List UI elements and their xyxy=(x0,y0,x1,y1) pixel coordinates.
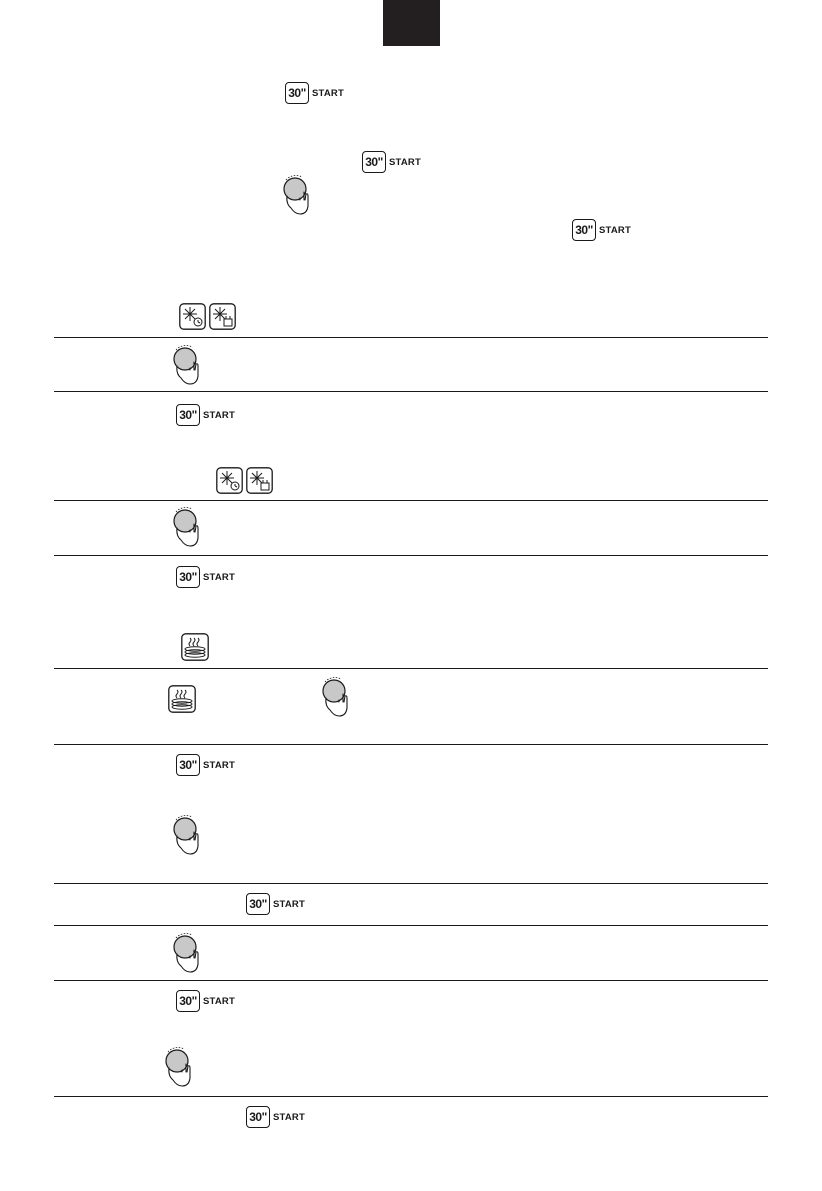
dial-icon[interactable] xyxy=(170,814,206,858)
table-divider xyxy=(54,668,768,669)
table-divider xyxy=(54,980,768,981)
defrost-by-weight-icon[interactable] xyxy=(216,467,243,494)
dial-icon[interactable] xyxy=(280,174,316,218)
table-divider xyxy=(54,500,768,501)
dial-icon[interactable] xyxy=(170,932,206,976)
start-button[interactable]: 30 " START xyxy=(246,1105,305,1129)
dial-icon[interactable] xyxy=(319,676,355,720)
start-button[interactable]: 30 " START xyxy=(176,753,235,777)
defrost-by-time-icon[interactable] xyxy=(209,303,236,330)
start-label: START xyxy=(203,571,235,583)
start-label: START xyxy=(203,409,235,421)
defrost-by-weight-icon[interactable] xyxy=(179,303,206,330)
language-tab xyxy=(383,0,440,46)
start-button[interactable]: 30 " START xyxy=(176,565,235,589)
start-label: START xyxy=(389,156,421,168)
table-divider xyxy=(54,1096,768,1097)
table-divider xyxy=(54,925,768,926)
table-divider xyxy=(54,391,768,392)
defrost-buttons xyxy=(179,303,236,330)
dial-icon[interactable] xyxy=(170,506,206,550)
start-label: START xyxy=(273,898,305,910)
heat-plate-icon[interactable] xyxy=(181,633,209,661)
dial-icon[interactable] xyxy=(170,344,206,388)
defrost-buttons xyxy=(216,467,273,494)
start-label: START xyxy=(203,995,235,1007)
start-button[interactable]: 30 " START xyxy=(362,150,421,174)
dial-icon[interactable] xyxy=(162,1046,198,1090)
start-label: START xyxy=(312,87,344,99)
start-label: START xyxy=(599,224,631,236)
start-label: START xyxy=(273,1111,305,1123)
table-divider xyxy=(54,883,768,884)
table-divider xyxy=(54,555,768,556)
start-button[interactable]: 30 " START xyxy=(176,403,235,427)
heat-plate-icon[interactable] xyxy=(168,685,196,713)
start-button[interactable]: 30 " START xyxy=(176,989,235,1013)
table-divider xyxy=(54,337,768,338)
start-label: START xyxy=(203,759,235,771)
start-button[interactable]: 30 " START xyxy=(572,218,631,242)
start-button[interactable]: 30 " START xyxy=(246,892,305,916)
start-button[interactable]: 30 " START xyxy=(285,81,344,105)
table-divider xyxy=(54,744,768,745)
defrost-by-time-icon[interactable] xyxy=(246,467,273,494)
